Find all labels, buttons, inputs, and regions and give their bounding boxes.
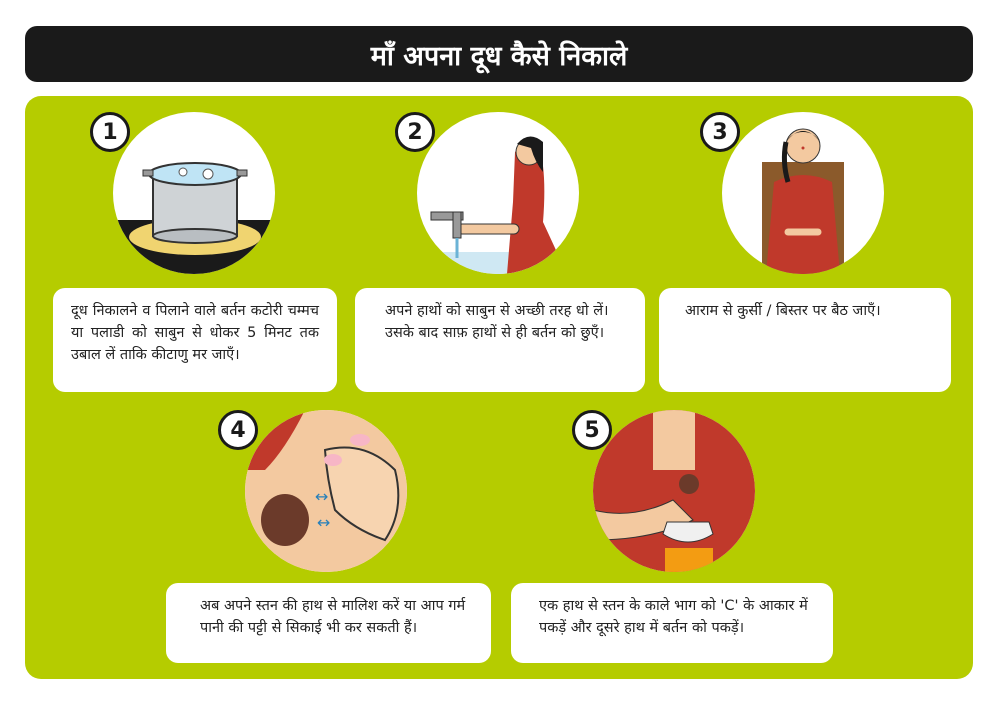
svg-text:↔: ↔ bbox=[315, 487, 329, 506]
step-3-text: आराम से कुर्सी / बिस्तर पर बैठ जाएँ। bbox=[659, 288, 951, 392]
step-1-illustration bbox=[113, 112, 275, 274]
step-2-text: अपने हाथों को साबुन से अच्छी तरह धो लें। उसके बाद साफ़ हाथों से ही बर्तन को छुएँ। bbox=[355, 288, 645, 392]
step-5-illustration bbox=[593, 410, 755, 572]
hand-expression-icon bbox=[593, 410, 755, 572]
step-4-illustration bbox=[245, 410, 407, 572]
step-2-number: 2 bbox=[395, 112, 435, 152]
step-3-illustration bbox=[722, 112, 884, 274]
step-4-number: 4 bbox=[218, 410, 258, 450]
seated-woman-icon bbox=[722, 112, 884, 274]
svg-text:↔: ↔ bbox=[317, 513, 331, 532]
step-1-text: दूध निकालने व पिलाने वाले बर्तन कटोरी चम्मच या पलाडी को साबुन से धोकर 5 मिनट तक उबाल लें ताकि कीटाणु मर जाएँ। bbox=[53, 288, 337, 392]
boiling-pot-icon bbox=[113, 112, 275, 274]
step-3-number: 3 bbox=[700, 112, 740, 152]
breast-massage-icon bbox=[245, 410, 407, 572]
step-2-illustration bbox=[417, 112, 579, 274]
page-title: माँ अपना दूध कैसे निकाले bbox=[25, 26, 973, 82]
step-5-text: एक हाथ से स्तन के काले भाग को 'C' के आकार में पकड़ें और दूसरे हाथ में बर्तन को पकड़ें। bbox=[511, 583, 833, 663]
step-4-text: अब अपने स्तन की हाथ से मालिश करें या आप गर्म पानी की पट्टी से सिकाई भी कर सकती हैं। bbox=[166, 583, 491, 663]
step-1-number: 1 bbox=[90, 112, 130, 152]
step-5-number: 5 bbox=[572, 410, 612, 450]
hand-washing-icon bbox=[417, 112, 579, 274]
